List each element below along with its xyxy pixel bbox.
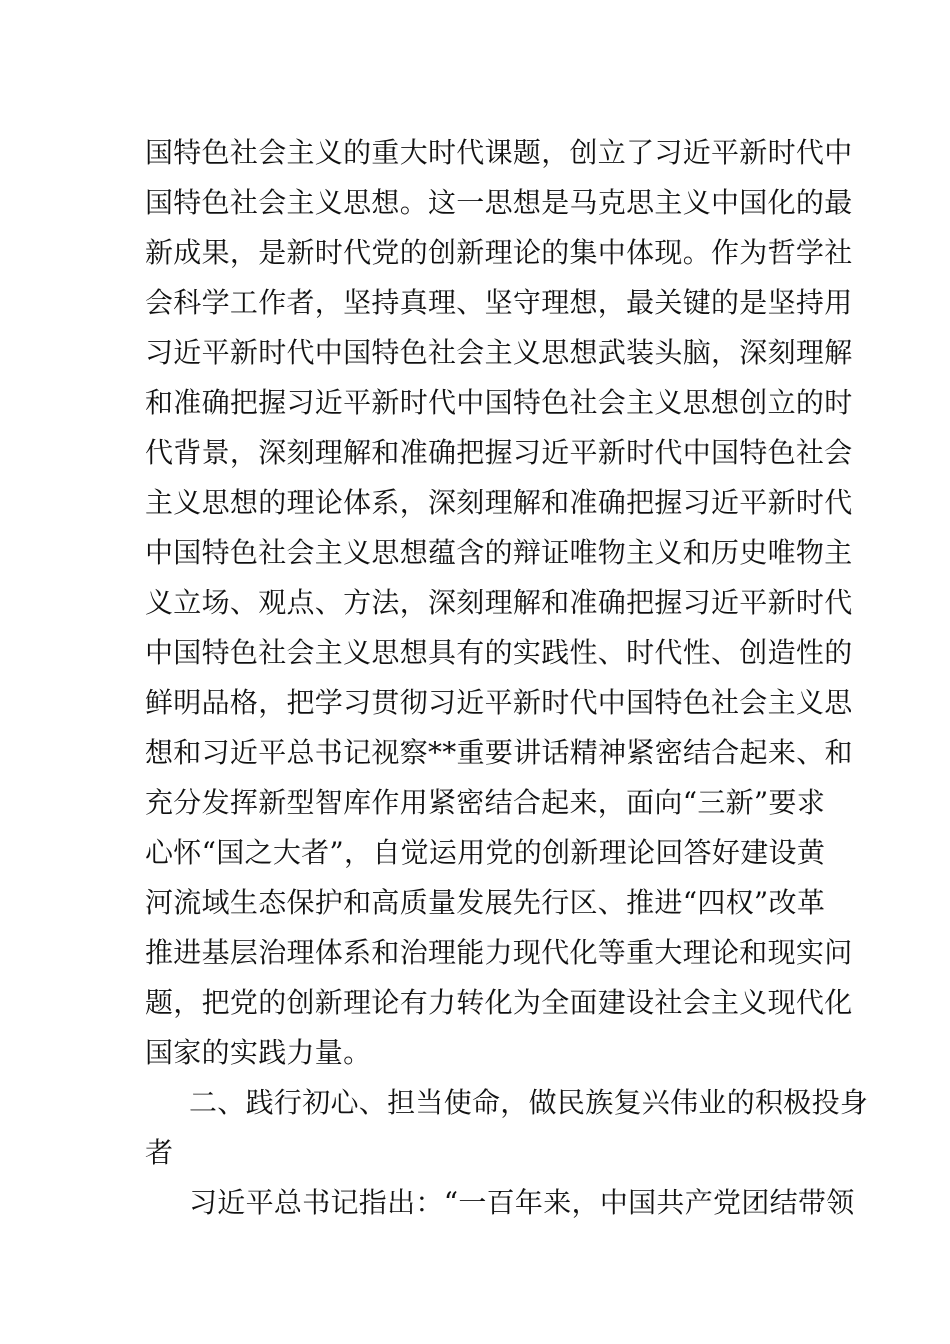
text-line: 会科学工作者，坚持真理、坚守理想，最关键的是坚持用	[145, 286, 853, 319]
text-line: 习近平新时代中国特色社会主义思想武装头脑，深刻理解	[145, 336, 853, 369]
text-line: 代背景，深刻理解和准确把握习近平新时代中国特色社会	[145, 436, 853, 469]
text-line: 心怀“国之大者”，自觉运用党的创新理论回答好建设黄	[145, 836, 826, 869]
section-heading-line: 者	[145, 1136, 174, 1169]
text-line: 国家的实践力量。	[145, 1036, 372, 1069]
text-line: 推进基层治理体系和治理能力现代化等重大理论和现实问	[145, 936, 853, 969]
text-line: 中国特色社会主义思想具有的实践性、时代性、创造性的	[145, 636, 853, 669]
text-line: 河流域生态保护和高质量发展先行区、推进“四权”改革	[145, 886, 826, 919]
text-line: 题，把党的创新理论有力转化为全面建设社会主义现代化	[145, 986, 853, 1019]
text-line: 国特色社会主义思想。这一思想是马克思主义中国化的最	[145, 186, 853, 219]
text-line: 中国特色社会主义思想蕴含的辩证唯物主义和历史唯物主	[145, 536, 853, 569]
text-line: 国特色社会主义的重大时代课题，创立了习近平新时代中	[145, 136, 853, 169]
text-line: 和准确把握习近平新时代中国特色社会主义思想创立的时	[145, 386, 853, 419]
text-line: 义立场、观点、方法，深刻理解和准确把握习近平新时代	[145, 586, 853, 619]
text-line: 主义思想的理论体系，深刻理解和准确把握习近平新时代	[145, 486, 853, 519]
section-heading-line: 二、践行初心、担当使命，做民族复兴伟业的积极投身	[189, 1086, 869, 1119]
text-line: 充分发挥新型智库作用紧密结合起来，面向“三新”要求	[145, 786, 826, 819]
text-line: 鲜明品格，把学习贯彻习近平新时代中国特色社会主义思	[145, 686, 853, 719]
text-line: 想和习近平总书记视察**重要讲话精神紧密结合起来、和	[145, 736, 853, 769]
body-text	[145, 128, 869, 1228]
text-line: 新成果，是新时代党的创新理论的集中体现。作为哲学社	[145, 236, 853, 269]
text-line: 习近平总书记指出：“一百年来，中国共产党团结带领	[189, 1186, 855, 1219]
